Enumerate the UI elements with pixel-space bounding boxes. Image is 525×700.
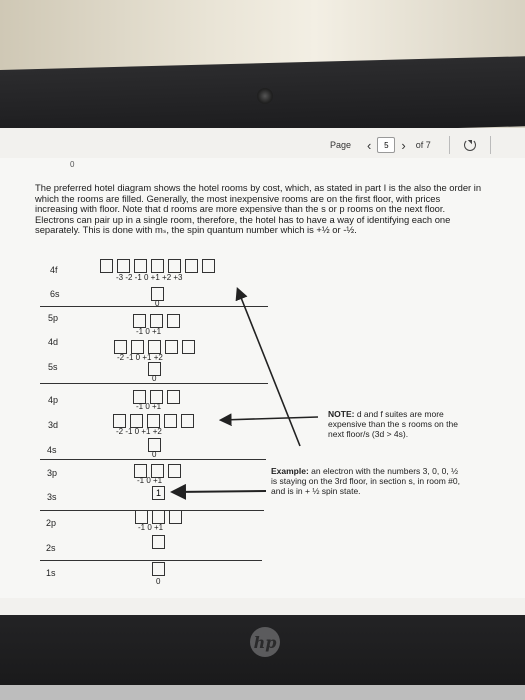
level-2p: 2p (46, 518, 57, 528)
p-room-numbers: -1 0 +1 (136, 327, 162, 336)
level-1s: 1s (46, 568, 56, 578)
level-3d: 3d (48, 420, 59, 430)
level-6s: 6s (50, 289, 60, 299)
s-room-number: 0 (155, 299, 160, 308)
prev-page-button[interactable]: ‹ (367, 137, 372, 153)
level-4d: 4d (48, 337, 59, 347)
level-4p: 4p (48, 395, 59, 405)
example-callout (271, 466, 461, 496)
arrow-to-3d (222, 417, 318, 420)
level-2s: 2s (46, 543, 56, 553)
p-room-numbers: -1 0 +1 (137, 476, 163, 485)
note-label: NOTE: (328, 409, 355, 419)
intro-paragraph: The preferred hotel diagram shows the hotel rooms by cost, which, as stated in part I is the also the order in which the rooms are filled. Generally, the most inexpensive rooms are on the first floor, with prices increasing with floor. Note that d rooms are more expensive than the s or p rooms on the next floor. Electrons can pair up in a single room, therefore, the hotel has to have a way of identifying each one separately. This is done with mₛ, the spin quantum number which is +½ or -½. (35, 182, 482, 236)
s-room-number: 0 (156, 577, 161, 586)
f-room-numbers: -3 -2 -1 0 +1 +2 +3 (116, 273, 183, 282)
arrow-to-6s (238, 290, 300, 446)
note-callout (328, 409, 468, 439)
page-label: Page (330, 140, 352, 150)
example-text: an electron with the numbers 3, 0, 0, ½ is staying on the 3rd floor, in section s, in room #0, and is in + ½ spin state. (271, 466, 460, 496)
p-room-numbers: -1 0 +1 (136, 402, 162, 411)
page-total: of 7 (415, 140, 431, 150)
note-text: d and f suites are more expensive than the s rooms on the next floor/s (3d > 4s). (328, 409, 458, 439)
d-room-numbers: -2 -1 0 +1 +2 (117, 353, 163, 362)
s-room-number: 0 (152, 374, 157, 383)
p-room-numbers: -1 0 +1 (138, 523, 164, 532)
stray-mark: 0 (70, 160, 75, 169)
next-page-button[interactable]: › (401, 137, 406, 153)
level-3s: 3s (47, 492, 57, 502)
level-4f: 4f (50, 265, 58, 275)
hp-logo: hp (250, 627, 280, 657)
arrow-to-3s (174, 491, 266, 492)
level-5s: 5s (48, 362, 58, 372)
s-room-number: 0 (152, 450, 157, 459)
level-3p: 3p (47, 468, 58, 478)
example-orbital-box: 1 (152, 486, 165, 500)
d-room-numbers: -2 -1 0 +1 +2 (116, 427, 162, 436)
laptop-deck (0, 685, 525, 700)
level-4s: 4s (47, 445, 57, 455)
example-label: Example: (271, 466, 309, 476)
level-5p: 5p (48, 313, 59, 323)
